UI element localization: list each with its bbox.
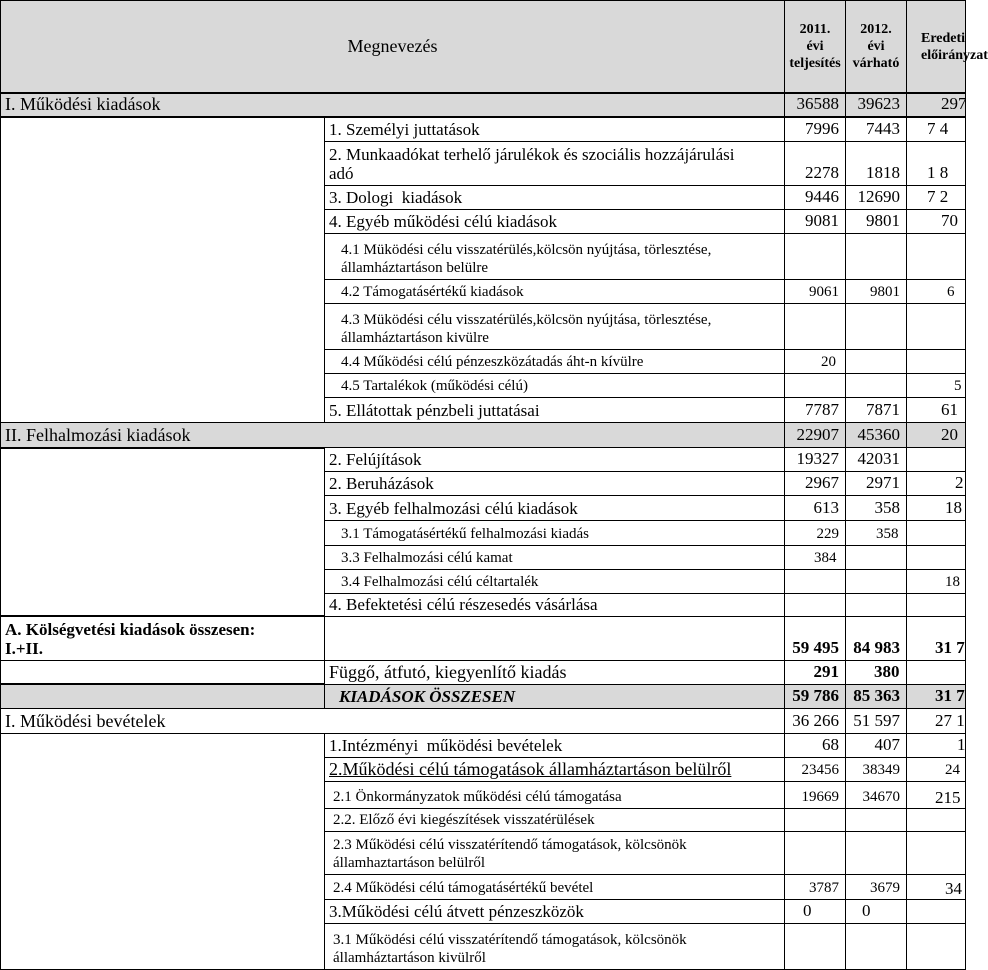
row-value-2012: 7871 bbox=[845, 397, 907, 423]
row-label: 2. Beruházások bbox=[324, 471, 785, 496]
row-value-2011 bbox=[784, 373, 846, 398]
row-value-original bbox=[906, 349, 966, 374]
row-value-original bbox=[906, 545, 966, 570]
row-value-2011: 36 266 bbox=[784, 708, 846, 734]
row-value-original: 7 2 bbox=[906, 185, 966, 210]
row-value-original bbox=[906, 593, 966, 617]
row-value-2011: 22907 bbox=[784, 422, 846, 448]
row-label: II. Felhalmozási kiadások bbox=[0, 422, 785, 448]
row-value-2011: 7996 bbox=[784, 117, 846, 142]
row-label: 2.3 Működési célú visszatérítendő támogatások, kölcsönök államhaztartáson belülről bbox=[324, 831, 785, 875]
header-name-cell bbox=[0, 0, 785, 93]
header-col-2012: 2012. évi várható bbox=[845, 0, 907, 93]
row-value-2011: 0 bbox=[784, 899, 846, 924]
row-value-2012: 34670 bbox=[845, 781, 907, 809]
row-label: Függő, átfutó, kiegyenlítő kiadás bbox=[324, 660, 785, 685]
row-label: KIADÁSOK ÖSSZESEN bbox=[324, 684, 785, 709]
row-value-2012 bbox=[845, 545, 907, 570]
row-value-2012 bbox=[845, 831, 907, 875]
row-value-original: 5 bbox=[906, 373, 966, 398]
row-value-2012: 2971 bbox=[845, 471, 907, 496]
row-value-2011: 19327 bbox=[784, 447, 846, 472]
row-label: 2.Működési célú támogatások államháztartáson belülről bbox=[324, 757, 785, 782]
row-value-2012: 9801 bbox=[845, 209, 907, 234]
row-value-2011: 2278 bbox=[784, 141, 846, 186]
row-value-2011 bbox=[784, 233, 846, 280]
row-value-2011: 2967 bbox=[784, 471, 846, 496]
row-value-original: 70 bbox=[906, 209, 966, 234]
row-value-original bbox=[906, 660, 966, 685]
row-value-2012: 358 bbox=[845, 520, 907, 546]
spacer-cell bbox=[324, 616, 785, 661]
row-label: A. Kölségvetési kiadások összesen: I.+II. bbox=[0, 616, 325, 661]
row-value-original bbox=[906, 831, 966, 875]
row-value-2012 bbox=[845, 373, 907, 398]
row-value-2012: 84 983 bbox=[845, 616, 907, 661]
row-value-2011: 384 bbox=[784, 545, 846, 570]
row-label: 4.5 Tartalékok (működési célú) bbox=[324, 373, 785, 398]
row-label: 4.1 Müködési célu visszatérülés,kölcsön nyújtása, törlesztése, államháztartáson belülre bbox=[324, 233, 785, 280]
row-label: 2. Felújítások bbox=[324, 447, 785, 472]
row-label: 4.2 Támogatásértékű kiadások bbox=[324, 279, 785, 304]
row-value-2011 bbox=[784, 808, 846, 832]
indent-spacer-expenses-1 bbox=[0, 117, 325, 426]
row-value-2011: 36588 bbox=[784, 93, 846, 117]
row-value-original: 297 bbox=[906, 93, 966, 117]
row-label: 4.3 Müködési célu visszatérülés,kölcsön nyújtása, törlesztése, államháztartáson kivülre bbox=[324, 303, 785, 350]
row-value-original bbox=[906, 899, 966, 924]
row-value-original bbox=[906, 808, 966, 832]
row-value-2011: 20 bbox=[784, 349, 846, 374]
row-value-2011: 229 bbox=[784, 520, 846, 546]
row-value-2012 bbox=[845, 569, 907, 594]
row-value-2011: 9081 bbox=[784, 209, 846, 234]
row-label: 4. Egyéb működési célú kiadások bbox=[324, 209, 785, 234]
row-value-2011: 59 495 bbox=[784, 616, 846, 661]
header-name: Megnevezés bbox=[347, 36, 438, 56]
row-label: 4.4 Működési célú pénzeszközátadás áht-n kívülre bbox=[324, 349, 785, 374]
row-value-2012: 358 bbox=[845, 495, 907, 521]
row-value-original bbox=[906, 520, 966, 546]
row-value-original bbox=[906, 303, 966, 350]
row-value-2012: 1818 bbox=[845, 141, 907, 186]
row-value-original bbox=[906, 233, 966, 280]
row-value-original: 18 bbox=[906, 495, 966, 521]
row-label: 2.2. Előző évi kiegészítések visszatérülések bbox=[324, 808, 785, 832]
row-value-2012: 42031 bbox=[845, 447, 907, 472]
row-value-2012 bbox=[845, 303, 907, 350]
row-value-2012: 7443 bbox=[845, 117, 907, 142]
row-label: 3.1 Működési célú visszatérítendő támogatások, kölcsönök államháztartáson kivülről bbox=[324, 923, 785, 970]
row-value-2011 bbox=[784, 593, 846, 617]
row-value-2011: 59 786 bbox=[784, 684, 846, 709]
row-label: 3.1 Támogatásértékű felhalmozási kiadás bbox=[324, 520, 785, 546]
row-value-2012: 3679 bbox=[845, 874, 907, 900]
row-value-original: 61 bbox=[906, 397, 966, 423]
row-value-original: 215 bbox=[906, 781, 966, 809]
row-value-2012: 407 bbox=[845, 733, 907, 758]
indent-spacer-revenues bbox=[0, 733, 325, 970]
row-label: 3. Egyéb felhalmozási célú kiadások bbox=[324, 495, 785, 521]
row-label: I. Működési bevételek bbox=[0, 708, 785, 734]
row-label: 1. Személyi juttatások bbox=[324, 117, 785, 142]
row-label: 2.1 Önkormányzatok működési célú támogatása bbox=[324, 781, 785, 809]
row-value-2012: 380 bbox=[845, 660, 907, 685]
spacer-cell bbox=[0, 684, 325, 709]
row-value-2012 bbox=[845, 593, 907, 617]
row-value-2012: 9801 bbox=[845, 279, 907, 304]
row-value-2011: 19669 bbox=[784, 781, 846, 809]
row-value-original: 2 bbox=[906, 471, 966, 496]
row-label: 3.3 Felhalmozási célú kamat bbox=[324, 545, 785, 570]
row-value-2012: 85 363 bbox=[845, 684, 907, 709]
row-value-2011: 9061 bbox=[784, 279, 846, 304]
row-label: 4. Befektetési célú részesedés vásárlása bbox=[324, 593, 785, 617]
row-value-2012 bbox=[845, 233, 907, 280]
row-value-2011 bbox=[784, 303, 846, 350]
indent-spacer-expenses-2 bbox=[0, 448, 325, 616]
row-value-original: 31 7 bbox=[906, 616, 966, 661]
row-value-original: 18 bbox=[906, 569, 966, 594]
row-value-2012: 39623 bbox=[845, 93, 907, 117]
row-label: 2.4 Működési célú támogatásértékű bevétel bbox=[324, 874, 785, 900]
row-value-2011: 9446 bbox=[784, 185, 846, 210]
row-label: 2. Munkaadókat terhelő járulékok és szociális hozzájárulási adó bbox=[324, 141, 785, 186]
row-value-2011 bbox=[784, 923, 846, 970]
row-value-original: 1 8 bbox=[906, 141, 966, 186]
row-value-2011: 3787 bbox=[784, 874, 846, 900]
row-value-2012: 38349 bbox=[845, 757, 907, 782]
row-value-original bbox=[906, 447, 966, 472]
row-value-original: 34 bbox=[906, 874, 966, 900]
header-col-2011: 2011. évi teljesítés bbox=[784, 0, 846, 93]
row-label: 1.Intézményi működési bevételek bbox=[324, 733, 785, 758]
row-value-2012 bbox=[845, 349, 907, 374]
row-value-2011: 23456 bbox=[784, 757, 846, 782]
row-label: 5. Ellátottak pénzbeli juttatásai bbox=[324, 397, 785, 423]
row-value-original: 31 7 bbox=[906, 684, 966, 709]
row-label: I. Működési kiadások bbox=[0, 93, 785, 117]
row-value-2012: 45360 bbox=[845, 422, 907, 448]
row-value-2012 bbox=[845, 808, 907, 832]
indent-spacer-pending bbox=[0, 660, 325, 684]
row-value-original: 27 1 bbox=[906, 708, 966, 734]
row-value-original: 20 bbox=[906, 422, 966, 448]
row-value-original: 6 bbox=[906, 279, 966, 304]
row-value-2011 bbox=[784, 831, 846, 875]
row-value-2012: 0 bbox=[845, 899, 907, 924]
row-label: 3.Működési célú átvett pénzeszközök bbox=[324, 899, 785, 924]
row-value-2011: 291 bbox=[784, 660, 846, 685]
row-value-original bbox=[906, 923, 966, 970]
row-value-original: 24 bbox=[906, 757, 966, 782]
row-value-2012 bbox=[845, 923, 907, 970]
row-value-original: 7 4 bbox=[906, 117, 966, 142]
row-value-2011: 68 bbox=[784, 733, 846, 758]
header-col-original: Eredeti előirányzat bbox=[906, 0, 966, 93]
row-value-2012: 51 597 bbox=[845, 708, 907, 734]
row-value-2011: 7787 bbox=[784, 397, 846, 423]
row-value-original: 1 bbox=[906, 733, 966, 758]
row-value-2012: 12690 bbox=[845, 185, 907, 210]
row-label: 3.4 Felhalmozási célú céltartalék bbox=[324, 569, 785, 594]
row-value-2011: 613 bbox=[784, 495, 846, 521]
row-value-2011 bbox=[784, 569, 846, 594]
row-label: 3. Dologi kiadások bbox=[324, 185, 785, 210]
